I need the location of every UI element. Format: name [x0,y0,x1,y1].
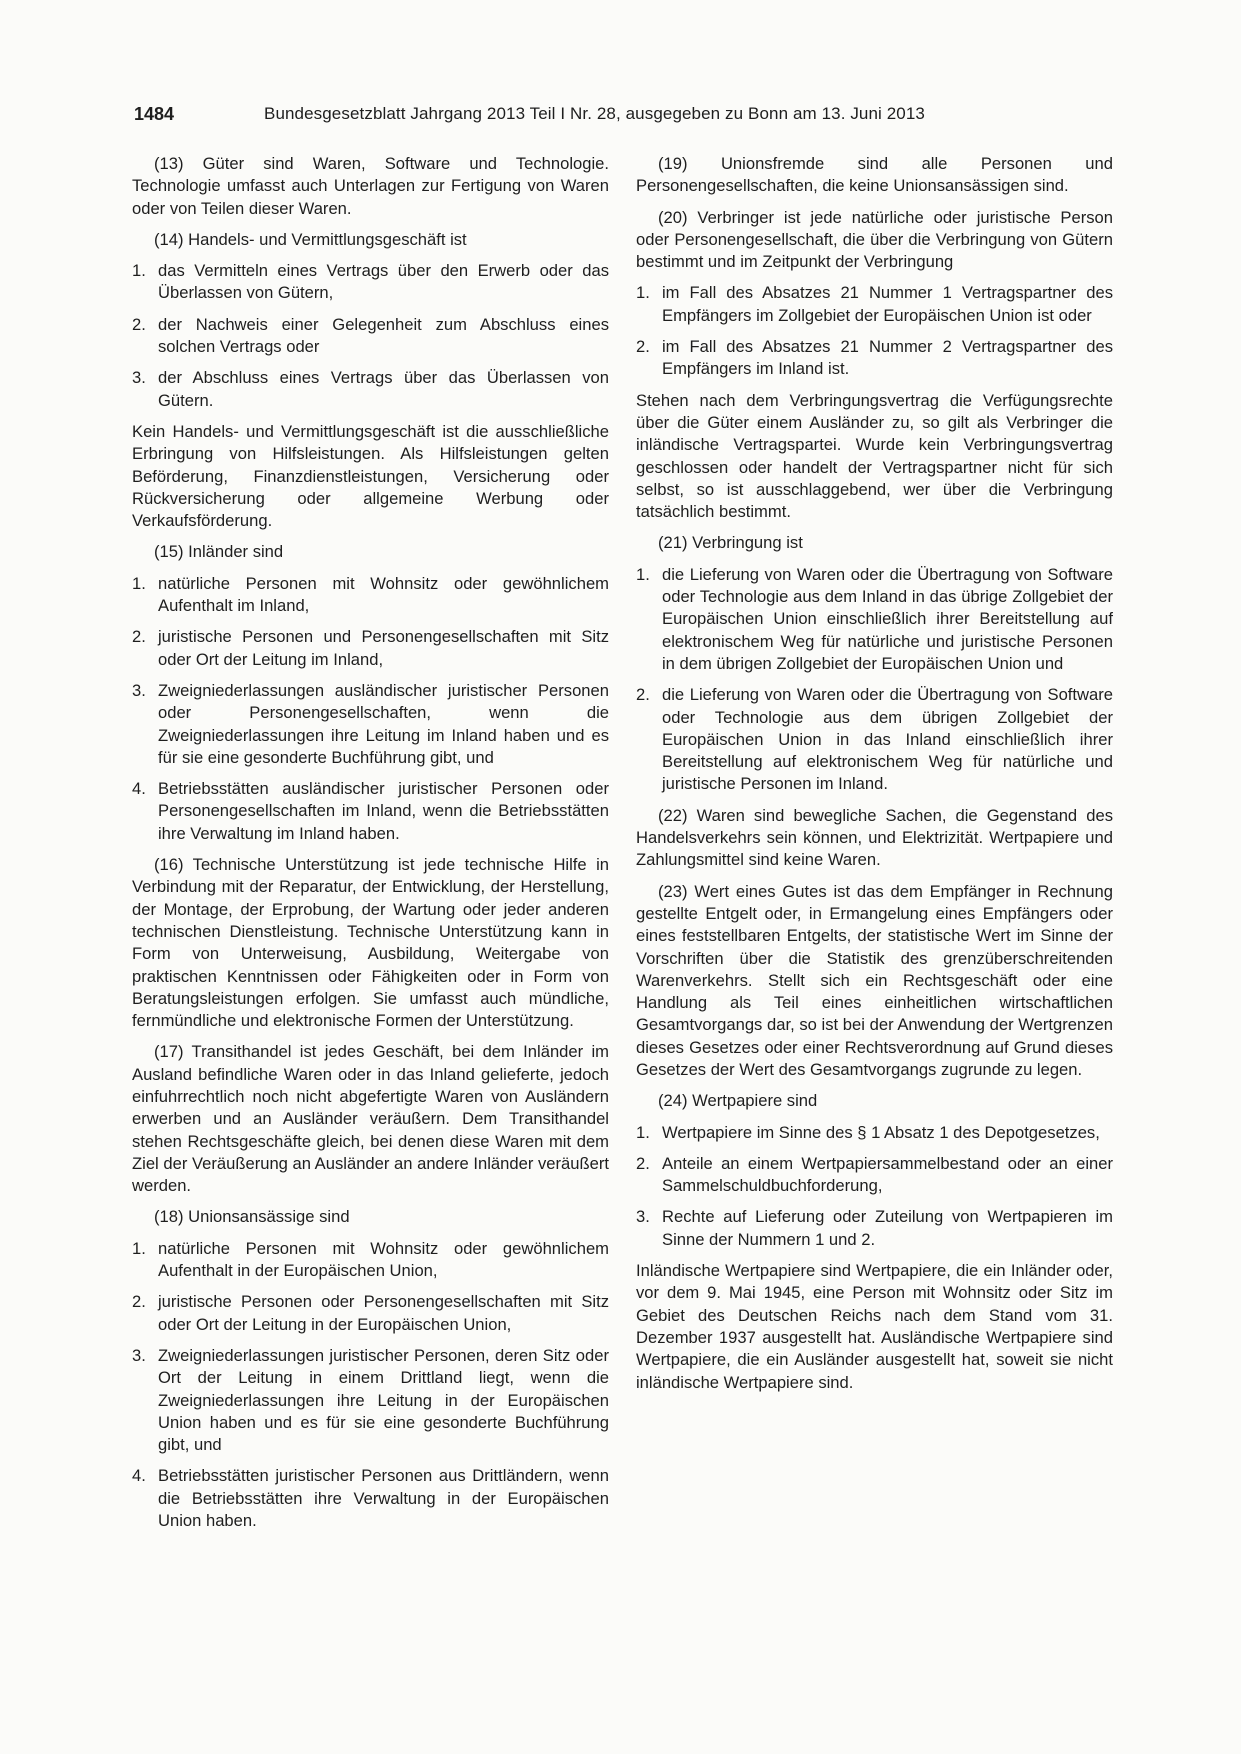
paragraph: (17) Transithandel ist jedes Geschäft, bei dem Inländer im Ausland befindliche Waren oder in das Inland gelieferte, jedoch einfuhrrechtlich noch nicht abgefertigte Waren von Ausländern erwerben und an Ausländer veräußern. Dem Transithandel stehen Rechtsgeschäfte gleich, bei denen diese Waren mit dem Ziel der Veräußerung an Ausländer an andere Inländer veräußert werden. [132,1042,609,1196]
list-item [132,314,609,359]
list-item-text: der Abschluss eines Vertrags über das Überlassen von Gütern. [158,368,609,410]
list-item-text: juristische Personen und Personengesellschaften mit Sitz oder Ort der Leitung im Inland, [158,627,609,669]
paragraph: (18) Unionsansässige sind [154,1207,350,1227]
list-item-text: natürliche Personen mit Wohnsitz oder gewöhnlichem Aufenthalt im Inland, [158,573,609,616]
paragraph: (22) Waren sind bewegliche Sachen, die Gegenstand des Handelsverkehrs sein können, und Elektrizität. Wertpapiere und Zahlungsmittel sind keine Waren. [636,805,1113,870]
list-item-number: 2. [636,337,650,357]
list-item-text: das Vermitteln eines Vertrags über den Erwerb oder das Überlassen von Gütern, [158,261,609,303]
list-item [636,684,1113,795]
paragraph: (19) Unionsfremde sind alle Personen und Personengesellschaften, die keine Unionsansässigen sind. [636,154,1113,196]
page-header [134,102,1129,128]
paragraph: (14) Handels- und Vermittlungsgeschäft ist [154,229,467,249]
list-item [132,1238,609,1283]
paragraph: (23) Wert eines Gutes ist das dem Empfänger in Rechnung gestellte Entgelt oder, in Ermangelung eines Empfängers oder eines feststellbaren Entgelts, der statistische Wert im Sinne der Vorschriften über die Statistik des grenzüberschreitenden Warenverkehrs. Stellt sich ein Rechtsgeschäft oder eine Handlung als Teil eines einheitlichen wirtschaftlichen Gesamtvorgangs dar, so ist bei der Anwendung der Wertgrenzen dieses Gesetzes oder einer Rechtsverordnung auf Grund dieses Gesetzes der Wert des Gesamtvorgangs zugrunde zu legen. [636,881,1113,1079]
list-item [636,1153,1113,1198]
list-item-text: im Fall des Absatzes 21 Nummer 1 Vertragspartner des Empfängers im Zollgebiet der Europäischen Union ist oder [662,283,1113,325]
list-item-text: juristische Personen oder Personengesellschaften mit Sitz oder Ort der Leitung in der Europäischen Union, [158,1292,609,1334]
list-item-text: der Nachweis einer Gelegenheit zum Abschluss eines solchen Vertrags oder [158,314,609,357]
list-item [132,1465,609,1532]
paragraph: Inländische Wertpapiere sind Wertpapiere, die ein Inländer oder, vor dem 9. Mai 1945, eine Person mit Wohnsitz oder Sitz im Gebiet des Deutschen Reichs nach dem Stand vom 31. Dezember 1937 ausgestellt hat. Ausländische Wertpapiere sind Wertpapiere, die ein Ausländer ausgestellt hat, soweit sie nicht inländische Wertpapiere sind. [636,1261,1113,1392]
list-item-text: Zweigniederlassungen juristischer Personen, deren Sitz oder Ort der Leitung in einem Drittland liegt, wenn die Zweigniederlassungen ihre Leitung in der Europäischen Union haben und es für sie eine gesonderte Buchführung gibt, und [158,1345,609,1455]
header-title: Bundesgesetzblatt Jahrgang 2013 Teil I Nr. 28, ausgegeben zu Bonn am 13. Juni 2013 [264,104,925,123]
list-item [132,573,609,618]
list-item [636,1122,1113,1144]
list-item-number: 3. [636,1207,650,1227]
list-item-number: 2. [132,627,146,647]
paragraph: (24) Wertpapiere sind [658,1091,818,1111]
list-item [636,564,1113,675]
list-item-text: Rechte auf Lieferung oder Zuteilung von Wertpapieren im Sinne der Nummern 1 und 2. [662,1207,1113,1249]
paragraph: (15) Inländer sind [154,542,284,562]
list-item [132,680,609,769]
list-item-text: die Lieferung von Waren oder die Übertragung von Software oder Technologie aus dem übrigen Zollgebiet der Europäischen Union in das Inland einschließlich ihrer Bereitstellung auf elektronischem Weg für natürliche und juristische Personen im Inland. [662,685,1113,794]
paragraph: Kein Handels- und Vermittlungsgeschäft ist die ausschließliche Erbringung von Hilfsleistungen. Als Hilfsleistungen gelten Beförderung, Finanzdienstleistungen, Versicherung oder Rückversicherung oder allgemeine Werbung oder Verkaufsförderung. [132,421,609,531]
list-item [132,778,609,845]
list-item-number: 1. [636,1122,650,1142]
list-item-number: 4. [132,1466,146,1486]
list-item [132,367,609,412]
list-item-text: die Lieferung von Waren oder die Übertragung von Software oder Technologie aus dem Inland in das übrige Zollgebiet der Europäischen Union einschließlich ihrer Bereitstellung auf elektronischem Weg für natürliche und juristische Personen in dem übrigen Zollgebiet der Europäischen Union und [662,564,1113,673]
list-item [132,1291,609,1336]
list-item-number: 1. [636,564,650,584]
list-item-text: Zweigniederlassungen ausländischer juristischer Personen oder Personengesellschaften, wenn die Zweigniederlassungen ihre Leitung im Inland haben und es für sie eine gesonderte Buchführung gibt, und [158,680,609,767]
paragraph: (21) Verbringung ist [658,533,803,553]
list-item-number: 2. [636,685,650,705]
list-item-number: 3. [132,368,146,388]
paragraph: (13) Güter sind Waren, Software und Technologie. Technologie umfasst auch Unterlagen zur Fertigung von Waren oder von Teilen dieser Waren. [132,154,609,218]
list-item-number: 1. [132,573,146,593]
left-column [132,153,609,1541]
paragraph: (20) Verbringer ist jede natürliche oder juristische Person oder Personengesellschaft, die über die Verbringung von Gütern bestimmt und im Zeitpunkt der Verbringung [636,207,1113,272]
list-item [132,1345,609,1456]
list-item-text: Wertpapiere im Sinne des § 1 Absatz 1 des Depotgesetzes, [662,1122,1100,1142]
list-item [636,336,1113,381]
list-item-number: 4. [132,779,146,799]
paragraph: Stehen nach dem Verbringungsvertrag die Verfügungsrechte über die Güter einem Ausländer zu, so gilt als Verbringer die inländische Vertragspartei. Wurde kein Verbringungsvertrag geschlossen oder handelt der Vertragspartner nicht für sich selbst, so ist ausschlaggebend, wer über die Verbringung tatsächlich bestimmt. [636,390,1113,522]
list-item [132,260,609,305]
list-item-text: im Fall des Absatzes 21 Nummer 2 Vertragspartner des Empfängers im Inland ist. [662,337,1113,379]
list-item [636,1206,1113,1251]
list-item-number: 3. [132,1345,146,1365]
list-item-number: 2. [636,1153,650,1173]
list-item-number: 2. [132,1292,146,1312]
list-item-text: natürliche Personen mit Wohnsitz oder gewöhnlichem Aufenthalt in der Europäischen Union, [158,1238,609,1281]
paragraph: (16) Technische Unterstützung ist jede technische Hilfe in Verbindung mit der Reparatur, der Entwicklung, der Herstellung, der Montage, der Erprobung, der Wartung oder jeder anderen technischen Dienstleistung. Technische Unterstützung kann in Form von Unterweisung, Ausbildung, Weitergabe von praktischen Kenntnissen oder Fähigkeiten oder in Form von Beratungsleistungen erfolgen. Sie umfasst auch mündliche, fernmündliche und elektronische Formen der Unterstützung. [132,855,609,1031]
list-item-text: Betriebsstätten ausländischer juristischer Personen oder Personengesellschaften im Inland, wenn die Betriebsstätten ihre Verwaltung im Inland haben. [158,779,609,843]
right-column [636,153,1113,1403]
list-item-number: 2. [132,314,146,334]
list-item-number: 3. [132,680,146,700]
list-item [636,282,1113,327]
list-item-number: 1. [132,1238,146,1258]
list-item-text: Anteile an einem Wertpapiersammelbestand oder an einer Sammelschuldbuchforderung, [662,1153,1113,1196]
list-item-number: 1. [132,261,146,281]
list-item [132,626,609,671]
list-item-number: 1. [636,283,650,303]
list-item-text: Betriebsstätten juristischer Personen aus Drittländern, wenn die Betriebsstätten ihre Verwaltung in der Europäischen Union haben. [158,1466,609,1531]
page-number: 1484 [134,104,175,124]
